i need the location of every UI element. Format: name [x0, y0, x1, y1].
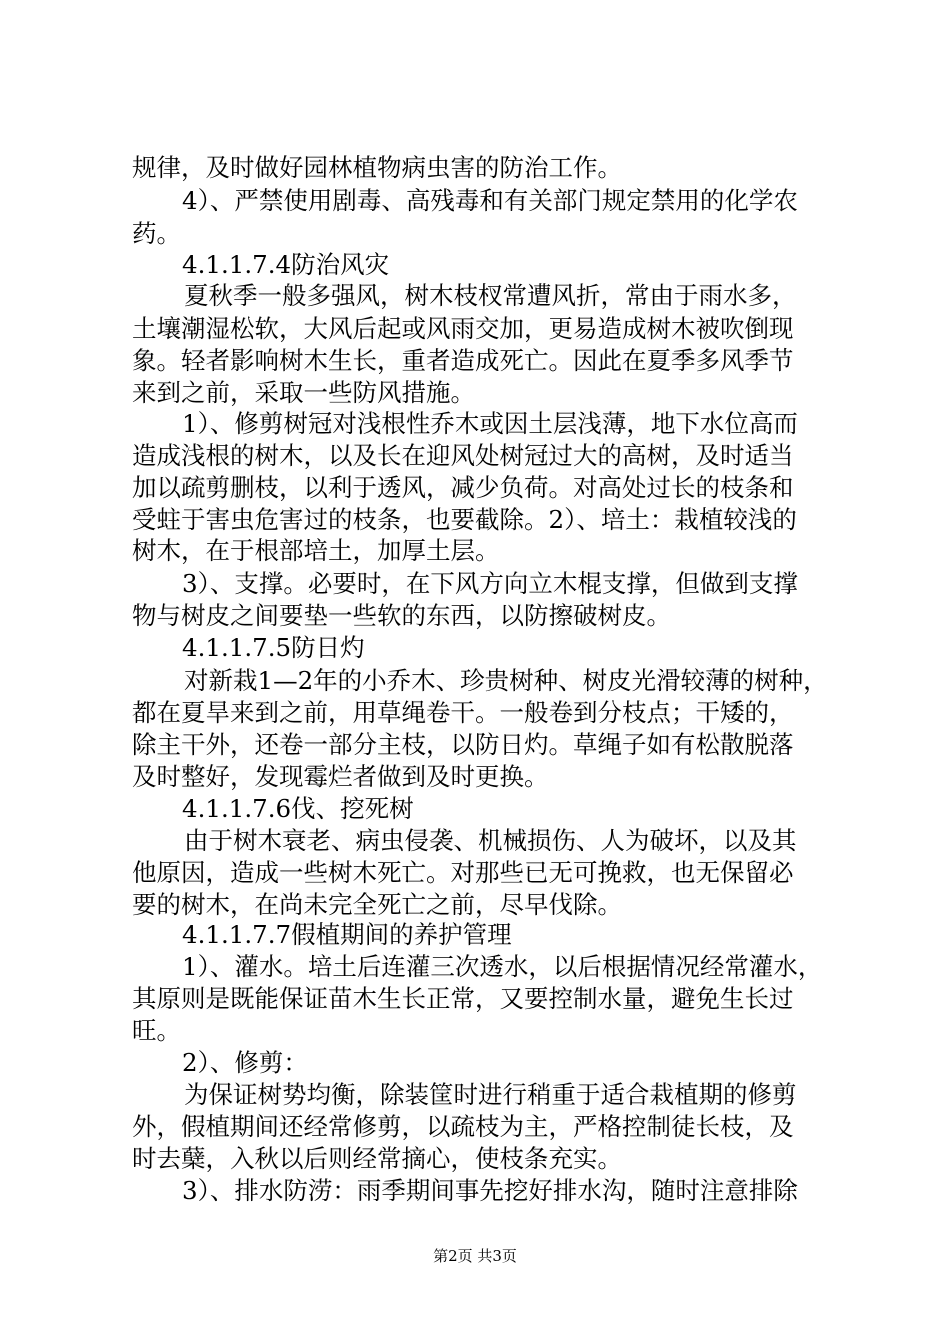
text-line: 旺。: [132, 1016, 181, 1045]
text-line: 其原则是既能保证苗木生长正常，又要控制水量，避免生长过: [132, 984, 794, 1013]
text-line: 树木，在于根部培土，加厚土层。: [132, 536, 500, 565]
text-line: 外，假植期间还经常修剪，以疏枝为主，严格控制徒长枝，及: [132, 1112, 794, 1141]
text-line: 来到之前，采取一些防风措施。: [132, 378, 475, 407]
text-line: 物与树皮之间要垫一些软的东西，以防擦破树皮。: [132, 601, 671, 630]
text-line: 都在夏旱来到之前，用草绳卷干。一般卷到分枝点；干矮的，: [132, 698, 794, 727]
text-line: 及时整好，发现霉烂者做到及时更换。: [132, 762, 549, 791]
text-line: 夏秋季一般多强风，树木枝杈常遭风折，常由于雨水多，: [184, 281, 797, 310]
text-line: 4）、严禁使用剧毒、高残毒和有关部门规定禁用的化学农: [182, 186, 798, 215]
text-line: 造成浅根的树木，以及长在迎风处树冠过大的高树，及时适当: [132, 441, 794, 470]
text-line: 3）、排水防涝：雨季期间事先挖好排水沟，随时注意排除: [182, 1176, 798, 1205]
text-line: 要的树木，在尚未完全死亡之前，尽早伐除。: [132, 890, 622, 919]
text-line: 4.1.1.7.7假植期间的养护管理: [182, 920, 512, 949]
text-line: 时去蘖，入秋以后则经常摘心，使枝条充实。: [132, 1144, 622, 1173]
text-line: 对新栽1—2年的小乔木、珍贵树种、树皮光滑较薄的树种，: [184, 666, 828, 695]
text-line: 1）、灌水。培土后连灌三次透水，以后根据情况经常灌水，: [182, 952, 823, 981]
text-line: 除主干外，还卷一部分主枝，以防日灼。草绳子如有松散脱落: [132, 730, 794, 759]
text-line: 2）、修剪：: [182, 1048, 308, 1077]
text-line: 4.1.1.7.4防治风灾: [182, 250, 390, 279]
text-line: 药。: [132, 219, 181, 248]
text-line: 加以疏剪删枝，以利于透风，减少负荷。对高处过长的枝条和: [132, 473, 794, 502]
text-line: 由于树木衰老、病虫侵袭、机械损伤、人为破坏，以及其: [184, 826, 797, 855]
text-line: 为保证树势均衡，除装筐时进行稍重于适合栽植期的修剪: [184, 1080, 797, 1109]
page-footer: 第2页 共3页: [433, 1247, 517, 1265]
text-line: 土壤潮湿松软，大风后起或风雨交加，更易造成树木被吹倒现: [132, 314, 794, 343]
text-line: 4.1.1.7.6伐、挖死树: [182, 794, 414, 823]
text-line: 1）、修剪树冠对浅根性乔木或因土层浅薄，地下水位高而: [182, 409, 798, 438]
text-line: 他原因，造成一些树木死亡。对那些已无可挽救，也无保留必: [132, 858, 794, 887]
text-line: 受蛀于害虫危害过的枝条，也要截除。2）、培土：栽植较浅的: [132, 505, 797, 534]
text-line: 4.1.1.7.5防日灼: [182, 633, 365, 662]
text-line: 规律，及时做好园林植物病虫害的防治工作。: [132, 153, 622, 182]
text-line: 象。轻者影响树木生长，重者造成死亡。因此在夏季多风季节: [132, 346, 794, 375]
text-line: 3）、支撑。必要时，在下风方向立木棍支撑，但做到支撑: [182, 569, 798, 598]
